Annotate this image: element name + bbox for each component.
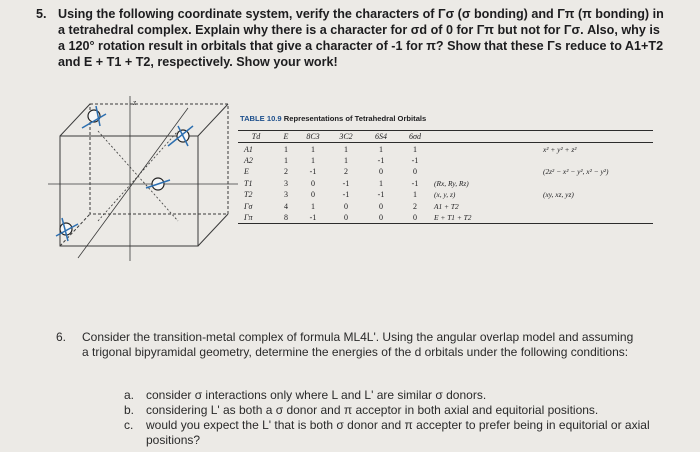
- table-row: [238, 189, 653, 200]
- header-cell: 6σd: [398, 131, 432, 143]
- character-cell: -1: [298, 212, 328, 224]
- question-5-number: 5.: [36, 7, 47, 21]
- character-table: [238, 130, 653, 224]
- question-6-text: Consider the transition-metal complex of formula ML4L'. Using the angular overlap model and assuming a trigonal bipyramidal geometry, determine the energies of the d orbitals under the following conditions:: [82, 330, 634, 359]
- table-row: [238, 178, 653, 189]
- irrep-label: Γσ: [244, 201, 253, 211]
- option-text: consider σ interactions only where L and L' are similar σ donors.: [146, 388, 487, 402]
- option-text: considering L' as both a σ donor and π acceptor in both axial and equitorial positions.: [146, 403, 599, 417]
- function-cell: (Rx, Ry, Rz): [434, 178, 469, 188]
- z-axis-label: z: [133, 98, 137, 107]
- option-label: b.: [124, 403, 135, 417]
- header-cell: [494, 131, 541, 143]
- character-cell: 1: [284, 144, 288, 154]
- character-cell: 2: [344, 167, 348, 177]
- character-cell: -1: [411, 178, 419, 188]
- character-cell: 3: [284, 190, 288, 200]
- option-a: [124, 388, 664, 403]
- header-cell: 6S4: [364, 131, 398, 143]
- tetrahedral-coordinate-diagram: [38, 96, 238, 271]
- table-caption: Representations of Tetrahedral Orbitals: [283, 114, 427, 123]
- irrep-label: A1: [244, 144, 253, 154]
- quadratic-cell: [541, 178, 653, 189]
- quadratic-cell: x² + y² + z²: [543, 144, 577, 154]
- option-c: [124, 418, 664, 447]
- header-cell: [541, 131, 653, 143]
- quadratic-cell: (2z² − x² − y², x² − y²): [543, 167, 609, 177]
- character-cell: 2: [413, 201, 417, 211]
- option-label: a.: [124, 388, 135, 402]
- function-cell: [432, 143, 494, 155]
- character-cell: 1: [311, 155, 315, 165]
- table-row: [238, 143, 653, 155]
- header-cell: [432, 131, 494, 143]
- quadratic-cell: [541, 200, 653, 211]
- question-6-options: [124, 388, 664, 447]
- option-text: would you expect the L' that is both σ donor and π accepter to prefer being in equitorial or axial positions?: [146, 418, 650, 447]
- character-cell: 4: [284, 201, 288, 211]
- character-cell: 2: [284, 167, 288, 177]
- character-cell: -1: [377, 155, 385, 165]
- irrep-label: T2: [244, 190, 253, 200]
- character-cell: -1: [377, 190, 385, 200]
- table-row: [238, 200, 653, 211]
- question-5-text: Using the following coordinate system, verify the characters of Γσ (σ bonding) and Γπ (π bonding) in a tetrahedral complex. Explain why there is a character for σd of 0 for Γπ but not for Γσ. Also, why is a 120° rotation result in orbitals that give a character of -1 for π? Show that these Γs reduce to A1+T2 and E + T1 + T2, respectively. Show your work!: [58, 7, 664, 69]
- quadratic-cell: [541, 212, 653, 224]
- option-label: c.: [124, 418, 134, 432]
- character-cell: 1: [413, 190, 417, 200]
- quadratic-cell: [541, 155, 653, 166]
- quadratic-cell: (xy, xz, yz): [543, 190, 574, 200]
- character-cell: 1: [311, 144, 315, 154]
- table-row: [238, 212, 653, 224]
- irrep-label: Γπ: [238, 212, 274, 224]
- character-cell: 0: [379, 201, 383, 211]
- option-b: [124, 403, 664, 418]
- character-cell: 0: [364, 212, 398, 224]
- irrep-label: A2: [244, 155, 253, 165]
- x-axis: [78, 108, 188, 258]
- character-cell: 0: [413, 167, 417, 177]
- character-cell: -1: [342, 190, 350, 200]
- cube-back-face: [90, 104, 228, 214]
- irrep-label: E: [244, 167, 249, 177]
- table-label: TABLE 10.9: [240, 114, 282, 123]
- table-row: [238, 155, 653, 166]
- character-cell: 0: [311, 190, 315, 200]
- character-cell: 1: [311, 201, 315, 211]
- character-cell: 1: [413, 144, 417, 154]
- character-cell: 0: [344, 201, 348, 211]
- character-cell: 1: [379, 178, 383, 188]
- table-title: [240, 114, 426, 123]
- function-cell: E + T1 + T2: [432, 212, 494, 224]
- header-cell: 3C2: [328, 131, 364, 143]
- table-header-row: [238, 131, 653, 143]
- function-cell: (x, y, z): [434, 190, 456, 200]
- character-cell: 0: [398, 212, 432, 224]
- function-cell: [432, 155, 494, 166]
- header-cell: Td: [238, 131, 274, 143]
- character-cell: 1: [344, 155, 348, 165]
- header-cell: 8C3: [298, 131, 328, 143]
- question-6-number: 6.: [56, 330, 67, 344]
- character-cell: -1: [411, 155, 419, 165]
- character-cell: 0: [311, 178, 315, 188]
- function-cell: A1 + T2: [434, 201, 459, 211]
- cube-front-face: [60, 136, 198, 246]
- character-cell: 0: [379, 167, 383, 177]
- header-cell: E: [274, 131, 298, 143]
- character-cell: 0: [328, 212, 364, 224]
- character-cell: 1: [344, 144, 348, 154]
- character-cell: -1: [342, 178, 350, 188]
- character-cell: 1: [284, 155, 288, 165]
- character-cell: 8: [274, 212, 298, 224]
- character-cell: -1: [309, 167, 317, 177]
- character-cell: 1: [379, 144, 383, 154]
- irrep-label: T1: [244, 178, 253, 188]
- function-cell: [432, 166, 494, 177]
- character-cell: 3: [284, 178, 288, 188]
- table-row: [238, 166, 653, 177]
